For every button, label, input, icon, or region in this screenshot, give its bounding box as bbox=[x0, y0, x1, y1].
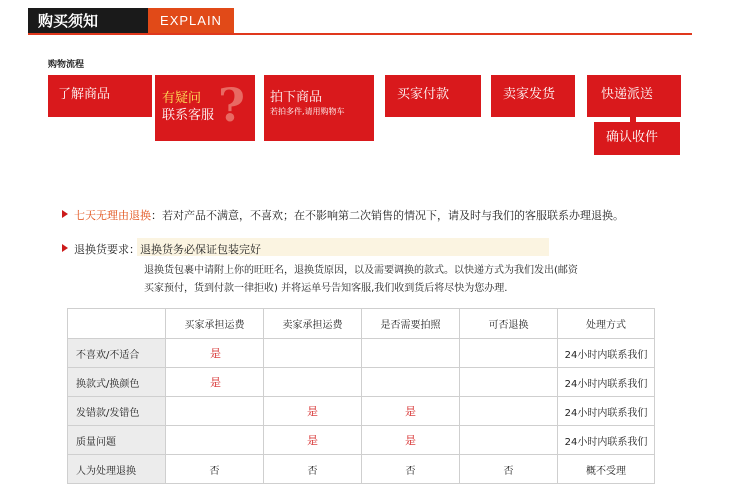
table-row-label: 质量问题 bbox=[68, 426, 166, 455]
flow-step-sublabel: 若拍多件,请用购物车 bbox=[270, 107, 345, 116]
flow-step-seller-ships bbox=[491, 75, 575, 117]
return-instructions-line: 买家预付，货到付款一律拒收) 并将运单号告知客服,我们收到货后将尽快为您办理. bbox=[144, 283, 508, 294]
table-header-cell: 处理方式 bbox=[558, 309, 655, 339]
table-cell bbox=[362, 368, 460, 397]
table-header-cell: 是否需要拍照 bbox=[362, 309, 460, 339]
table-cell: 是 bbox=[362, 397, 460, 426]
flow-step-place-order bbox=[264, 75, 374, 141]
return-requirement-note bbox=[74, 241, 261, 257]
table-cell bbox=[460, 368, 558, 397]
table-cell: 否 bbox=[264, 455, 362, 484]
return-requirement-key: 退换货要求 bbox=[74, 243, 129, 256]
table-cell: 24小时内联系我们 bbox=[558, 426, 655, 455]
flow-step-label: 快递派送 bbox=[601, 87, 654, 102]
return-rules-table bbox=[67, 308, 655, 484]
table-header-cell: 可否退换 bbox=[460, 309, 558, 339]
bullet-arrow-icon bbox=[62, 210, 68, 218]
flow-step-contact-service bbox=[155, 75, 255, 141]
table-cell: 是 bbox=[362, 426, 460, 455]
return-instructions-line: 退换货包裹中请附上你的旺旺名，退换货原因，以及需要调换的款式。以快递方式为我们发出(邮资 bbox=[144, 265, 578, 276]
table-cell: 是 bbox=[166, 339, 264, 368]
table-row bbox=[68, 455, 655, 484]
table-cell: 否 bbox=[460, 455, 558, 484]
table-cell bbox=[362, 339, 460, 368]
table-row-label: 不喜欢/不适合 bbox=[68, 339, 166, 368]
table-cell: 24小时内联系我们 bbox=[558, 397, 655, 426]
table-cell bbox=[460, 339, 558, 368]
table-cell: 是 bbox=[264, 426, 362, 455]
flow-step-understand-product bbox=[48, 75, 152, 117]
flow-step-label: 有疑问 bbox=[162, 91, 202, 106]
table-row bbox=[68, 426, 655, 455]
table-cell: 是 bbox=[264, 397, 362, 426]
table-row bbox=[68, 339, 655, 368]
return-policy-note bbox=[74, 207, 624, 223]
header-title: 购买须知 bbox=[28, 8, 148, 34]
table-cell: 概不受理 bbox=[558, 455, 655, 484]
table-cell: 24小时内联系我们 bbox=[558, 368, 655, 397]
flow-step-label: 了解商品 bbox=[58, 87, 111, 102]
return-requirement-text: ：退换货务必保证包装完好 bbox=[129, 243, 261, 256]
return-instructions bbox=[144, 262, 578, 298]
bullet-arrow-icon bbox=[62, 244, 68, 252]
table-cell: 是 bbox=[166, 368, 264, 397]
flow-step-label: 确认收件 bbox=[606, 130, 659, 145]
flow-step-courier-delivery bbox=[587, 75, 681, 117]
flow-step-label: 拍下商品 bbox=[270, 90, 323, 105]
table-row-label: 发错款/发错色 bbox=[68, 397, 166, 426]
flow-title: 购物流程 bbox=[48, 60, 85, 70]
return-policy-text: ：若对产品不满意，不喜欢；在不影响第二次销售的情况下，请及时与我们的客服联系办理退换。 bbox=[151, 209, 624, 222]
header-subtitle: EXPLAIN bbox=[148, 8, 234, 34]
table-cell bbox=[166, 397, 264, 426]
table-cell bbox=[460, 426, 558, 455]
table-header-cell bbox=[68, 309, 166, 339]
table-cell bbox=[264, 368, 362, 397]
flow-step-label: 卖家发货 bbox=[503, 87, 556, 102]
flow-step-label: 联系客服 bbox=[162, 108, 215, 123]
table-header-cell: 买家承担运费 bbox=[166, 309, 264, 339]
table-row-label: 人为处理退换 bbox=[68, 455, 166, 484]
table-header-cell: 卖家承担运费 bbox=[264, 309, 362, 339]
table-cell: 否 bbox=[362, 455, 460, 484]
header-divider bbox=[28, 33, 692, 35]
table-cell bbox=[460, 397, 558, 426]
return-policy-key: 七天无理由退换 bbox=[74, 209, 151, 222]
flow-step-confirm-receipt bbox=[594, 122, 680, 155]
table-cell: 否 bbox=[166, 455, 264, 484]
question-mark-icon: ? bbox=[218, 78, 245, 132]
table-cell bbox=[166, 426, 264, 455]
table-header-row bbox=[68, 309, 655, 339]
flow-step-label: 买家付款 bbox=[397, 87, 450, 102]
table-row bbox=[68, 397, 655, 426]
table-row-label: 换款式/换颜色 bbox=[68, 368, 166, 397]
table-cell: 24小时内联系我们 bbox=[558, 339, 655, 368]
table-cell bbox=[264, 339, 362, 368]
flow-step-buyer-pays bbox=[385, 75, 481, 117]
table-row bbox=[68, 368, 655, 397]
